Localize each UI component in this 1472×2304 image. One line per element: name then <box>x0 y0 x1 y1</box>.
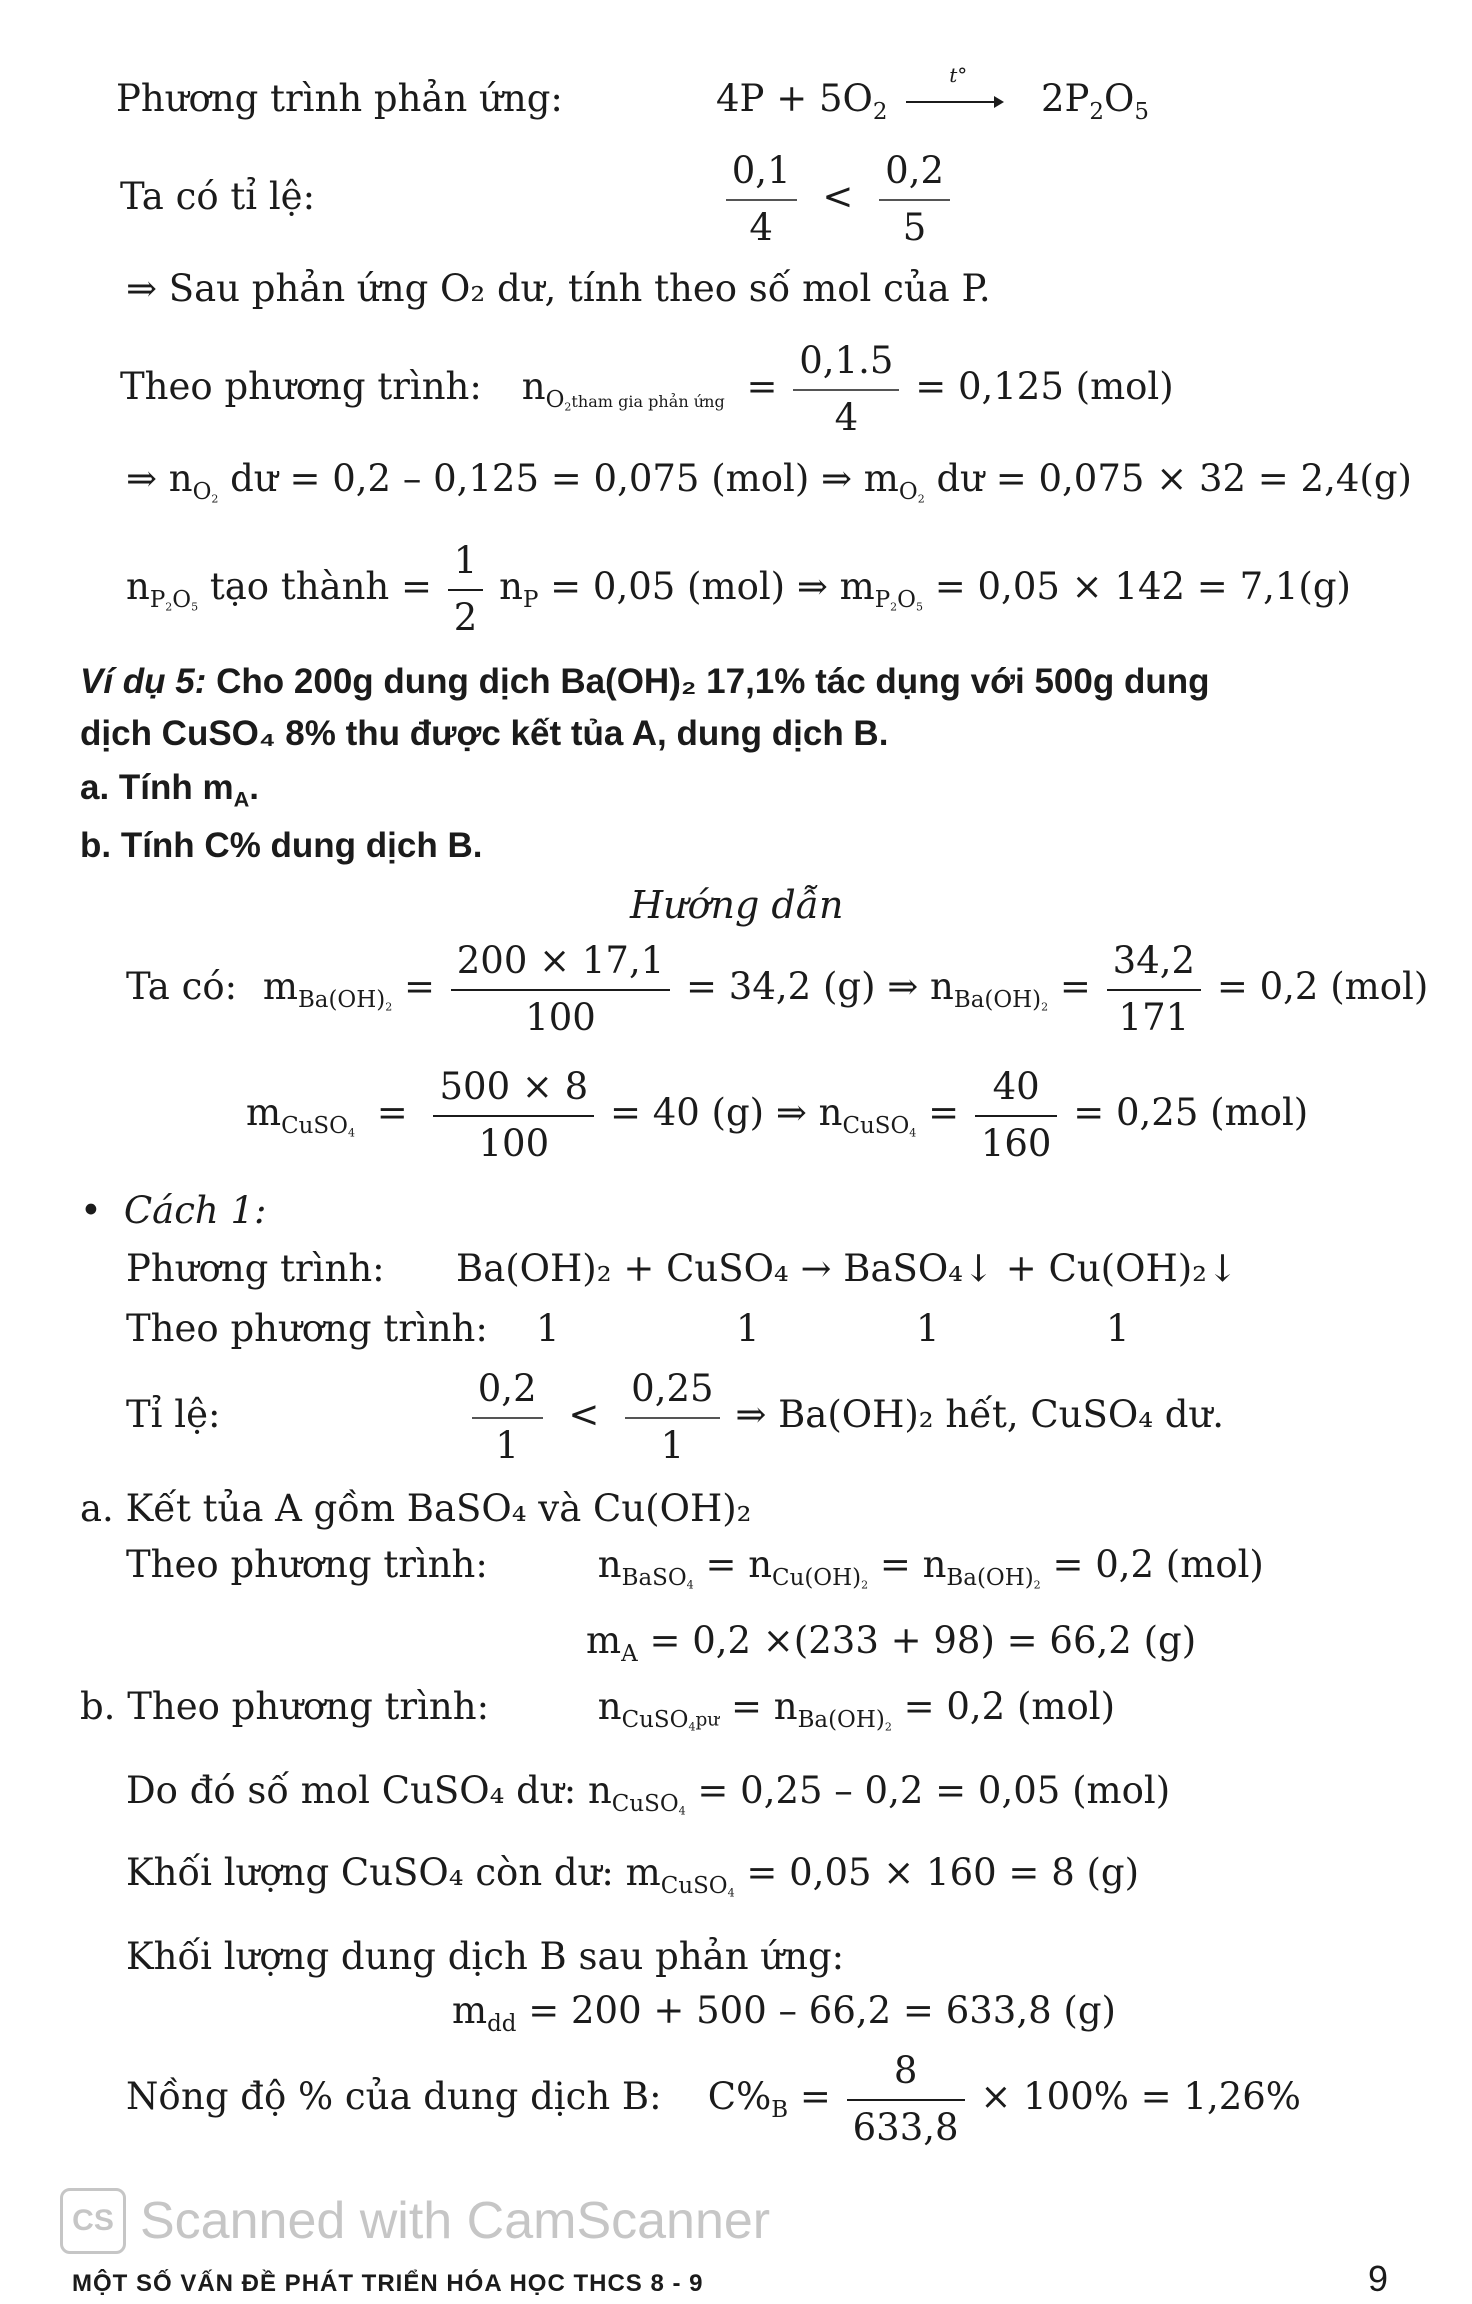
concentration-fraction: $\frac{8}{633,8}$ <box>847 2050 965 2149</box>
page-number: 9 <box>1368 2258 1389 2299</box>
question-b: b. Tính C% dung dịch B. <box>80 826 483 865</box>
o2-excess-line: ⇒ $n_{O_2}$ dư = 0,2 – 0,125 = 0,075 (mol) ⇒ $m_{O_2}$ dư = 0,075 × 32 = 2,4(g) <box>126 457 1412 506</box>
book-title-footer: MỘT SỐ VẤN ĐỀ PHÁT TRIỂN HÓA HỌC THCS 8 - 9 <box>72 2270 704 2297</box>
ratio-fraction-2: $\frac{0,2}{5}$ <box>879 150 950 249</box>
equation-label: Phương trình phản ứng: <box>116 77 563 120</box>
method1-coefficients: Theo phương trình: 1 1 1 1 <box>126 1307 1130 1350</box>
half-fraction: $\frac{1}{2}$ <box>448 540 484 639</box>
cuso4-excess-moles: Do đó số mol CuSO₄ dư: $n_{CuSO_4} = 0,25 - 0,2 = 0,05$ (mol) <box>126 1769 1171 1818</box>
cuso4-mole-fraction: $\frac{40}{160}$ <box>975 1066 1058 1165</box>
camscanner-logo: CS <box>60 2188 126 2254</box>
part-a-title: a. Kết tủa A gồm BaSO₄ và Cu(OH)₂ <box>80 1487 752 1530</box>
cuso4-mass-fraction: $\frac{500 \times 8}{100}$ <box>433 1066 594 1165</box>
guide-heading: Hướng dẫn <box>630 883 844 927</box>
cuso4-excess-mass: Khối lượng CuSO₄ còn dư: $m_{CuSO_4} = 0,05 \times 160 = 8$ (g) <box>126 1851 1140 1900</box>
part-a-mass: $m_A = 0,2 \times(233 + 98) = 66,2$ (g) <box>586 1619 1197 1668</box>
reaction-arrow <box>899 63 1009 121</box>
excess-conclusion: ⇒ Sau phản ứng O₂ dư, tính theo số mol của P. <box>126 267 991 310</box>
camscanner-watermark <box>60 2188 770 2254</box>
reaction-condition: t° <box>949 63 968 87</box>
p2o5-line: $n_{P_2O_5}$ tạo thành = $\frac{1}{2}$ $n_P = 0,05$ (mol) ⇒ $m_{P_2O_5} = 0,05 \times 142 = 7,1(g)$ <box>126 539 1351 639</box>
example5-line2: dịch CuSO₄ 8% thu được kết tủa A, dung dịch B. <box>80 714 889 753</box>
ratio-label: Ta có tỉ lệ: <box>120 175 316 219</box>
part-a-moles: Theo phương trình: $n_{BaSO_4} = n_{Cu(OH)_2} = n_{Ba(OH)_2} = 0,2$ (mol) <box>126 1543 1264 1592</box>
ratio-line: Ta có tỉ lệ: $\frac{0,1}{4}$ < $\frac{0,2}{5}$ <box>120 150 954 249</box>
mass-baoh2-line: Ta có: $m_{Ba(OH)_2}$ = $\frac{200 \times 17,1}{100}$ = 34,2 (g) ⇒ $n_{Ba(OH)_2}$ = $\frac{34,2}{171}$ = 0,2 (mol) <box>126 939 1429 1039</box>
reaction-equation-line <box>116 63 1149 126</box>
method1-equation: Phương trình: Ba(OH)₂ + CuSO₄ → BaSO₄↓ + Cu(OH)₂↓ <box>126 1247 1238 1290</box>
question-a: a. Tính $m_A$. <box>80 768 260 812</box>
watermark-text: Scanned with CamScanner <box>140 2192 771 2250</box>
moles-o2-reacted-line: Theo phương trình: $n_{O_2tham gia phản ứng}$ = $\frac{0,1.5}{4}$ = 0,125 (mol) <box>120 339 1174 439</box>
baoh2-mole-fraction: $\frac{34,2}{171}$ <box>1107 940 1201 1039</box>
example5-title: Ví dụ 5: <box>80 662 207 701</box>
concentration-line: Nồng độ % của dung dịch B: $C\%_B$ = $\frac{8}{633,8}$ × 100% = 1,26% <box>126 2049 1301 2149</box>
example5-line1: Ví dụ 5: Cho 200g dung dịch Ba(OH)₂ 17,1% tác dụng với 500g dung <box>80 662 1210 701</box>
method1-ratio: Tỉ lệ: $\frac{0,2}{1}$ < $\frac{0,25}{1}$ ⇒ Ba(OH)₂ hết, CuSO₄ dư. <box>126 1367 1225 1467</box>
baoh2-mass-fraction: $\frac{200 \times 17,1}{100}$ <box>451 940 671 1039</box>
ratio-fraction-1: $\frac{0,1}{4}$ <box>726 150 797 249</box>
solution-mass-label: Khối lượng dung dịch B sau phản ứng: <box>126 1935 845 1978</box>
part-b-moles: b. Theo phương trình: $n_{CuSO_4pư} = n_{Ba(OH)_2} = 0,2$ (mol) <box>80 1685 1116 1734</box>
mass-cuso4-line: $m_{CuSO_4}$ = $\frac{500 \times 8}{100}$ = 40 (g) ⇒ $n_{CuSO_4}$ = $\frac{40}{160}$ = 0,25 (mol) <box>246 1065 1309 1165</box>
method1-heading: • Cách 1: <box>80 1189 267 1232</box>
o2-fraction: $\frac{0,1.5}{4}$ <box>793 340 899 439</box>
solution-mass-expr: $m_{dd} = 200 + 500 - 66,2 = 633,8$ (g) <box>452 1989 1116 2038</box>
product: $2P_2O_5$ <box>1040 77 1149 126</box>
reactants: $4P + 5O_2$ <box>716 77 888 126</box>
